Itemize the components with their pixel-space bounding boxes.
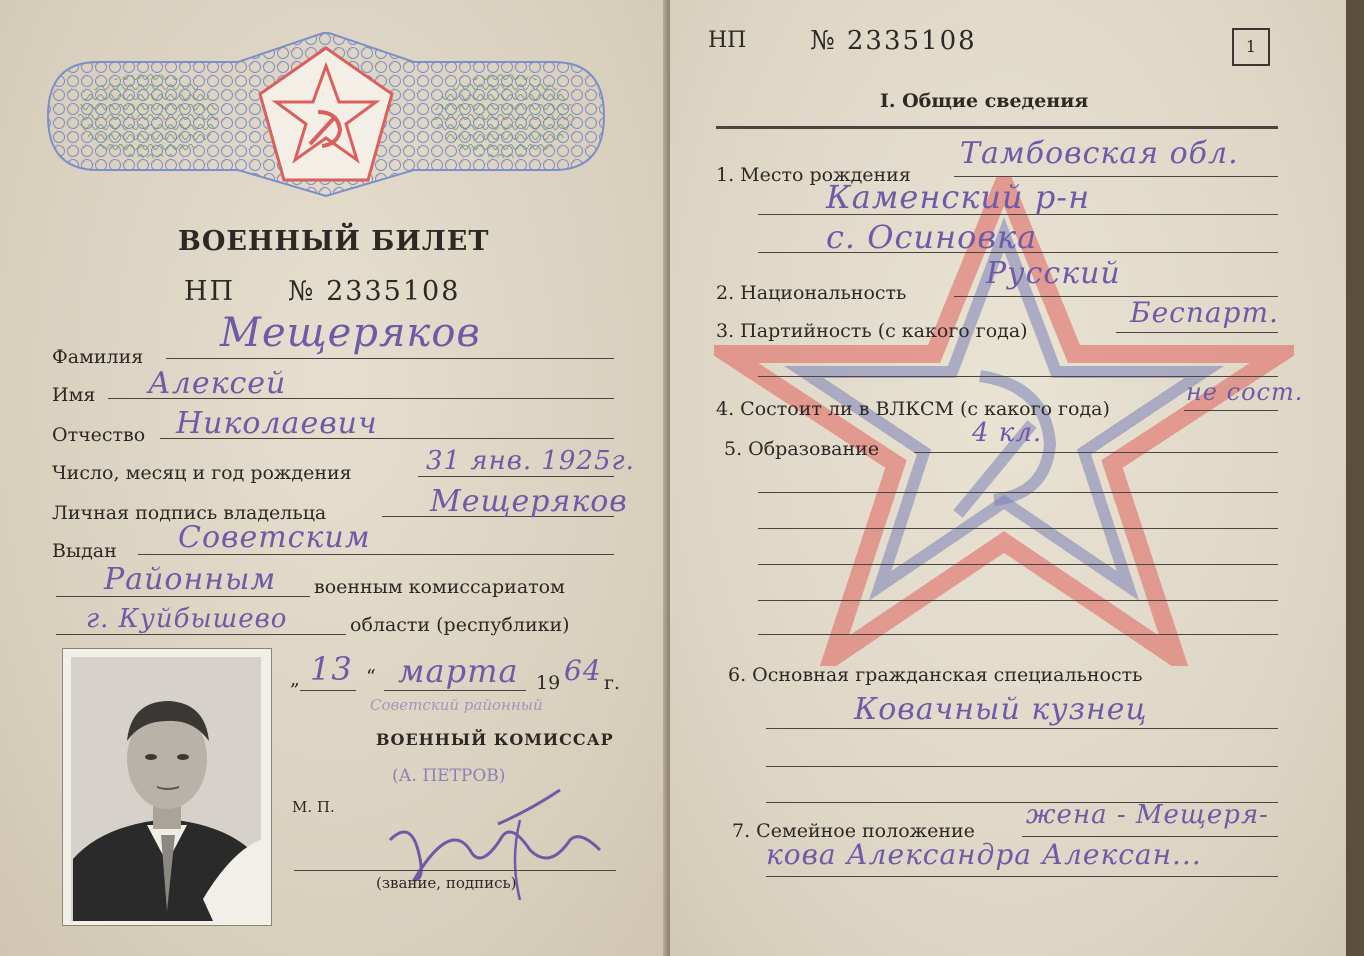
region-label: области (республики) [350, 614, 570, 636]
issued-by-label: Выдан [52, 540, 117, 562]
family-label: 7. Семейное положение [732, 820, 975, 842]
name-value: Алексей [148, 366, 287, 401]
birth-date-value: 31 янв. 1925г. [426, 446, 635, 476]
family-value-line2: кова Александра Алексан... [766, 838, 1202, 871]
nationality-label: 2. Национальность [716, 282, 907, 304]
issued-by-value: Советским [178, 520, 371, 555]
commissar-name: (А. ПЕТРОВ) [392, 766, 506, 786]
seal-place-label: М. П. [292, 798, 335, 816]
photo-portrait [63, 649, 271, 925]
guilloche-emblem [38, 32, 614, 200]
surname-value: Мещеряков [220, 310, 481, 356]
birthplace-village: с. Осиновка [826, 218, 1038, 256]
commissar-title: ВОЕННЫЙ КОМИССАР [376, 730, 614, 749]
document-number: № 2335108 [810, 26, 977, 56]
party-label: 3. Партийность (с какого года) [716, 320, 1028, 342]
specialty-label: 6. Основная гражданская специальность [728, 664, 1143, 686]
series: НП [184, 276, 236, 307]
owner-signature-label: Личная подпись владельца [52, 502, 327, 524]
page-number: 1 [1232, 28, 1270, 66]
birth-date-label: Число, месяц и год рождения [52, 462, 352, 484]
family-value-line1: жена - Мещеря- [1026, 800, 1269, 830]
komsomol-value: не сост. [1186, 378, 1304, 406]
issue-year-suffix: 64 [564, 654, 602, 687]
patronymic-label: Отчество [52, 424, 146, 446]
issue-day: 13 [310, 650, 353, 688]
document-title: ВОЕННЫЙ БИЛЕТ [178, 226, 490, 257]
date-open-quote: „ [290, 668, 300, 690]
birthplace-label: 1. Место рождения [716, 164, 911, 186]
section-title: I. Общие сведения [880, 90, 1089, 112]
commissariat-value: Районным [104, 562, 277, 597]
issue-year-prefix: 19 [536, 672, 561, 694]
specialty-value: Ковачный кузнец [854, 692, 1148, 727]
date-close-quote: “ [366, 666, 376, 688]
birthplace-district: Каменский р-н [826, 178, 1091, 216]
commissariat-label: военным комиссариатом [314, 576, 565, 598]
birthplace-region: Тамбовская обл. [960, 136, 1239, 171]
patronymic-value: Николаевич [176, 406, 378, 441]
komsomol-label: 4. Состоит ли в ВЛКСМ (с какого года) [716, 398, 1110, 420]
stamp-text: Советский районный [370, 696, 543, 714]
series: НП [708, 28, 747, 53]
owner-photo [62, 648, 272, 926]
name-label: Имя [52, 384, 96, 406]
issue-month: марта [398, 652, 519, 690]
surname-label: Фамилия [52, 346, 144, 368]
signature-caption: (звание, подпись) [376, 874, 517, 892]
left-page [0, 0, 668, 956]
owner-signature: Мещеряков [430, 484, 628, 519]
education-label: 5. Образование [724, 438, 880, 460]
document-number: № 2335108 [288, 276, 461, 307]
education-value: 4 кл. [972, 418, 1043, 448]
region-value: г. Куйбышево [86, 604, 288, 634]
party-value: Беспарт. [1130, 296, 1279, 329]
nationality-value: Русский [986, 256, 1121, 291]
right-page [670, 0, 1346, 956]
issue-year-end: г. [604, 672, 620, 694]
